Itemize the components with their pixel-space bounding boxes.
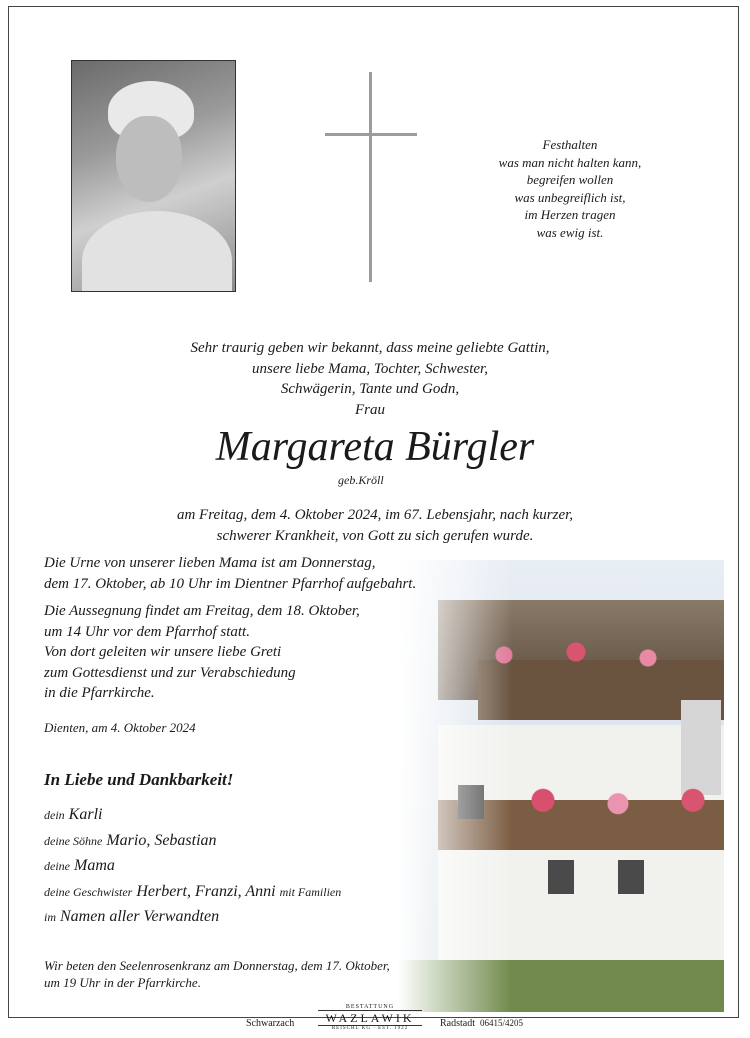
death-notice: am Freitag, dem 4. Oktober 2024, im 67. Lebensjahr, nach kurzer, schwerer Krankheit, von Gott zu sich gerufen wurde. bbox=[176, 507, 574, 544]
rosary-info: Wir beten den Seelenrosenkranz am Donnerstag, dem 17. Oktober, um 19 Uhr in der Pfarrkirche. bbox=[44, 958, 390, 990]
family-list bbox=[44, 802, 444, 930]
cross-icon bbox=[369, 72, 372, 282]
cross-icon-bar bbox=[325, 133, 417, 136]
footer-phone: 06415/4205 bbox=[480, 1018, 524, 1028]
announcement-intro: Sehr traurig geben wir bekannt, dass meine geliebte Gattin, unsere liebe Mama, Tochter, Schwester, Schwägerin, Tante und Godn, Frau bbox=[190, 340, 550, 418]
poem: Festhalten was man nicht halten kann, begreifen wollen was unbegreiflich ist, im Herzen tragen was ewig ist. bbox=[498, 137, 642, 240]
footer-location-right: Radstadt bbox=[440, 1018, 475, 1029]
list-item: deine Söhne Mario, Sebastian bbox=[44, 831, 217, 849]
birth-name: geb.Kröll bbox=[338, 473, 384, 487]
list-item: im Namen aller Verwandten bbox=[44, 908, 220, 925]
urn-info: Die Urne von unserer lieben Mama ist am Donnerstag, dem 17. Oktober, ab 10 Uhr im Dientner Pfarrhof aufgebahrt. bbox=[44, 555, 417, 592]
footer-location-left: Schwarzach bbox=[246, 1018, 295, 1029]
footer bbox=[0, 1004, 750, 1034]
service-info: Die Aussegnung findet am Freitag, dem 18. Oktober, um 14 Uhr vor dem Pfarrhof statt. Von dort geleiten wir unsere liebe Greti zum Gottesdienst und zur Verabschiedung in die Pfarrkirche. bbox=[44, 603, 360, 701]
thanks-heading: In Liebe und Dankbarkeit! bbox=[44, 770, 234, 789]
funeral-home-logo: BESTATTUNG WAZLAWIK REISCHL KG · EST. 1922 bbox=[318, 1004, 422, 1031]
list-item: deine Mama bbox=[44, 857, 115, 874]
house-photo bbox=[398, 560, 724, 1012]
list-item: dein Karli bbox=[44, 806, 103, 823]
list-item: deine Geschwister Herbert, Franzi, Anni mit Familien bbox=[44, 882, 342, 900]
place-date: Dienten, am 4. Oktober 2024 bbox=[44, 720, 196, 735]
portrait-photo bbox=[71, 60, 236, 292]
deceased-name: Margareta Bürgler bbox=[215, 424, 535, 470]
